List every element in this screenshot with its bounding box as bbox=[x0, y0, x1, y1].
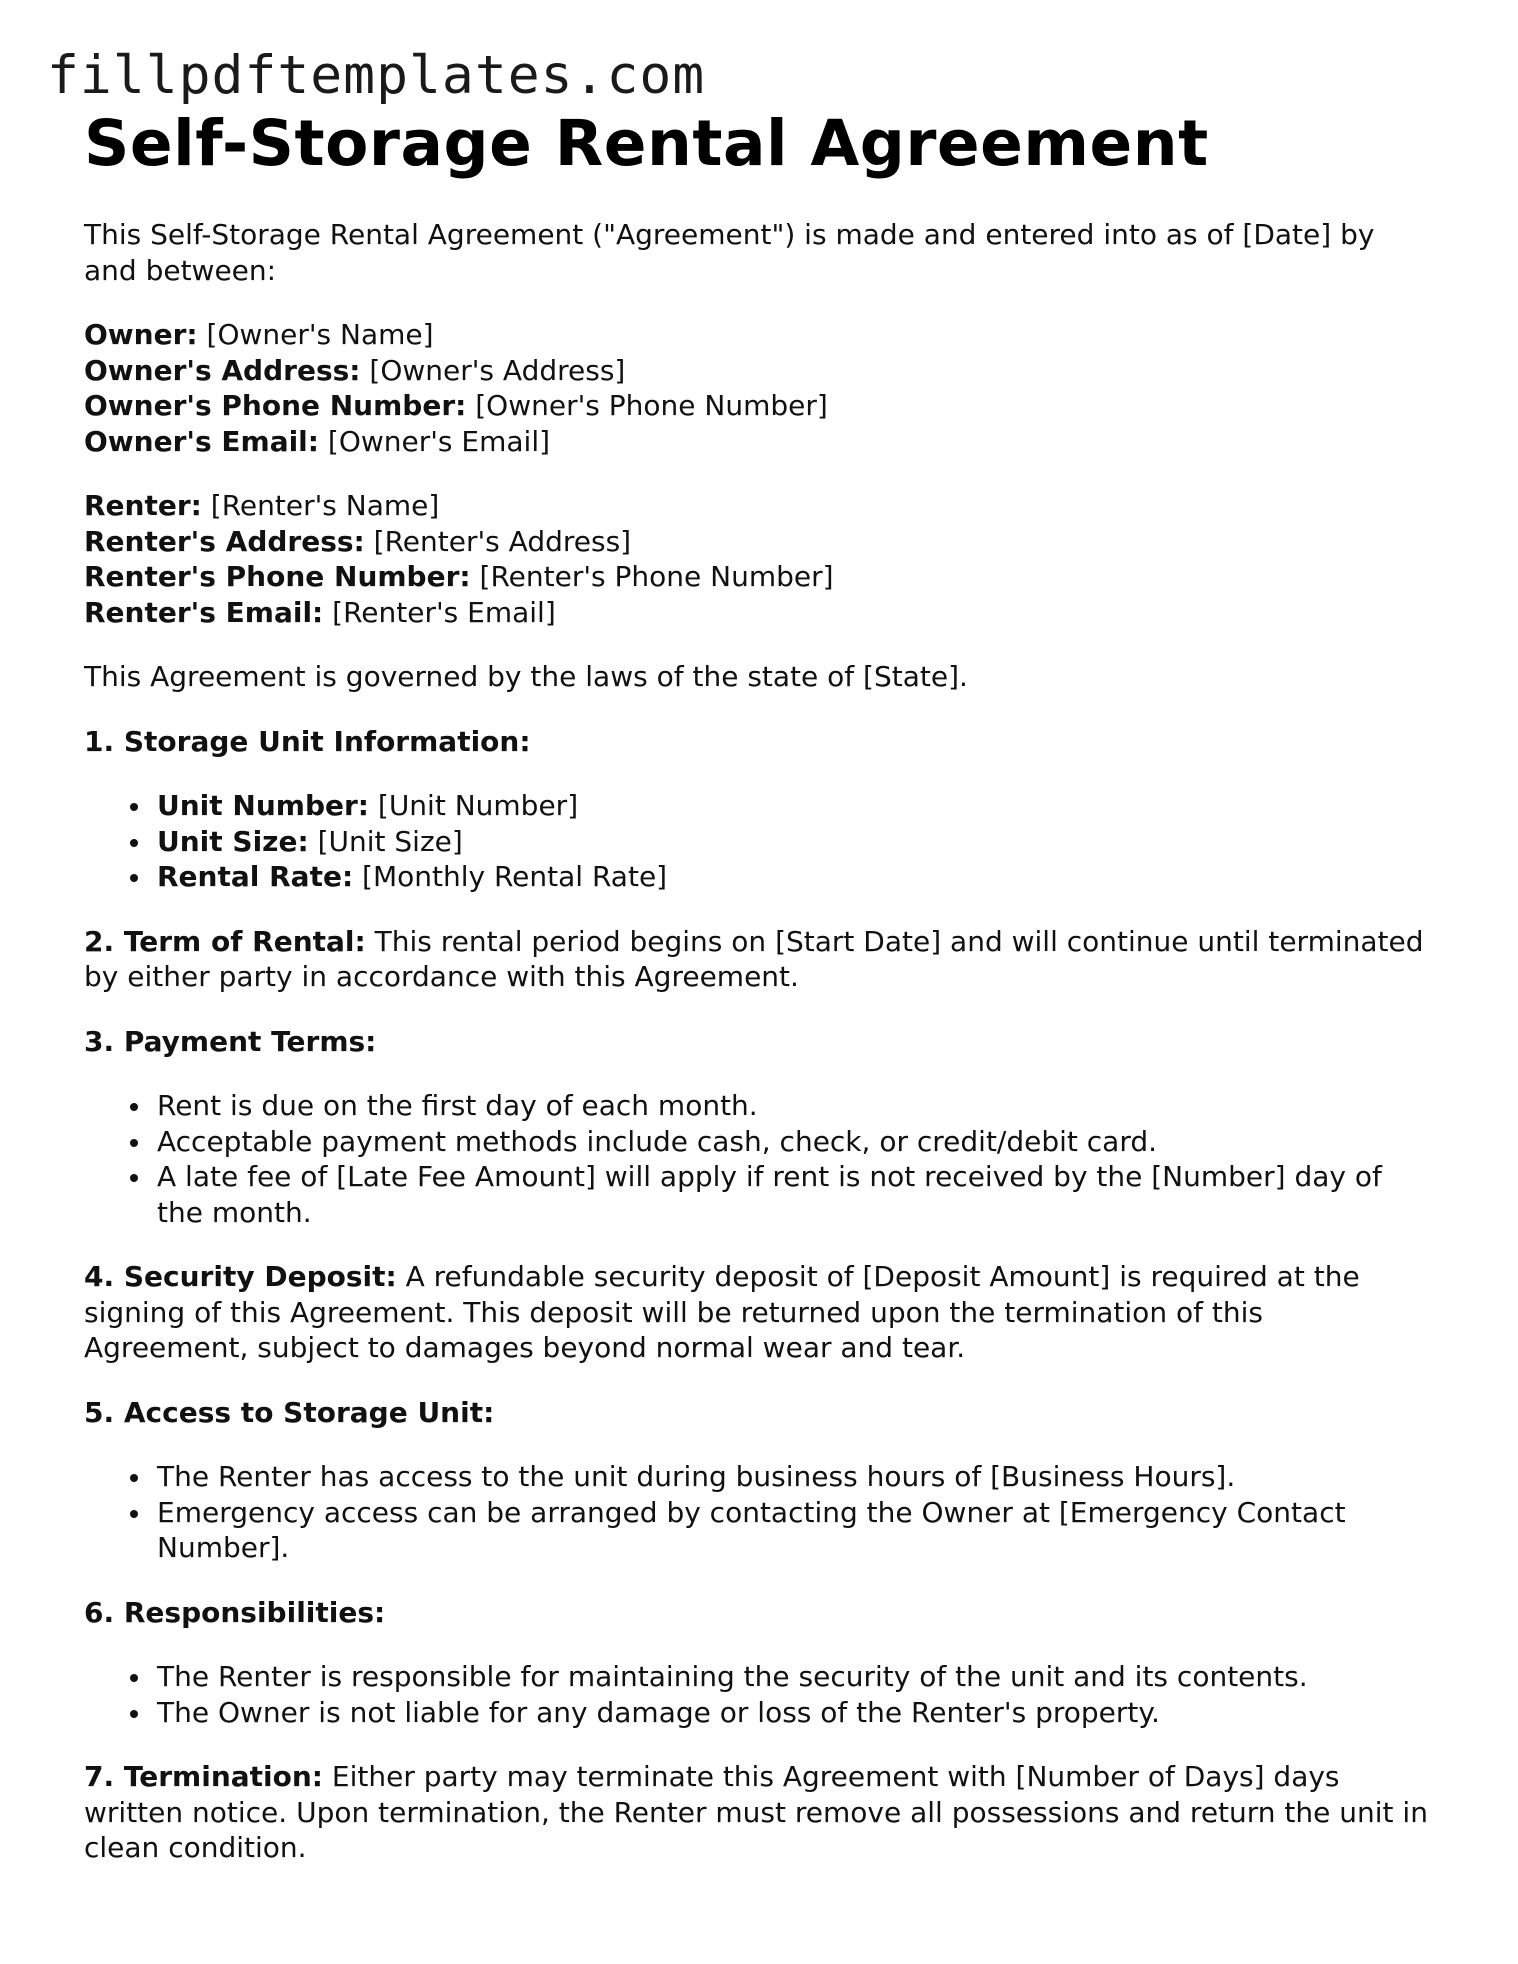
owner-email-value: [Owner's Email] bbox=[327, 424, 551, 458]
rental-rate-value: [Monthly Rental Rate] bbox=[362, 860, 668, 893]
owner-name-value: [Owner's Name] bbox=[206, 318, 434, 351]
section-7 bbox=[84, 1759, 1434, 1866]
list-item: The Renter is responsible for maintaining the security of the unit and its contents. bbox=[157, 1659, 1434, 1695]
intro-paragraph: This Self-Storage Rental Agreement ("Agreement") is made and entered into as of [Date] by and between: bbox=[84, 218, 1375, 287]
section-6-heading: 6. Responsibilities: bbox=[84, 1595, 386, 1629]
watermark-text: fillpdftemplates.com bbox=[47, 45, 706, 106]
list-item: The Owner is not liable for any damage or loss of the Renter's property. bbox=[157, 1695, 1434, 1731]
section-7-text: Either party may terminate this Agreement with [Number of Days] days written notice. Upon termination, the Renter must remove all possessions and return the unit in clean condition. bbox=[84, 1760, 1428, 1864]
renter-details bbox=[84, 488, 1434, 630]
renter-email-value: [Renter's Email] bbox=[332, 595, 556, 629]
renter-name-value: [Renter's Name] bbox=[210, 489, 440, 522]
section-7-heading: 7. Termination: bbox=[84, 1760, 323, 1793]
section-5-list bbox=[84, 1459, 1434, 1566]
section-2-text: This rental period begins on [Start Date] and will continue until terminated by either party in accordance with this Agreement. bbox=[84, 924, 1424, 993]
renter-phone-value: [Renter's Phone Number] bbox=[479, 560, 834, 593]
renter-email-label: Renter's Email: bbox=[84, 595, 324, 629]
owner-phone-label: Owner's Phone Number: bbox=[84, 389, 467, 422]
section-6-list bbox=[84, 1659, 1434, 1730]
owner-details bbox=[84, 317, 1434, 459]
section-5-heading: 5. Access to Storage Unit: bbox=[84, 1395, 495, 1429]
list-item: Emergency access can be arranged by contacting the Owner at [Emergency Contact Number]. bbox=[157, 1495, 1434, 1566]
governing-law: This Agreement is governed by the laws of the state of [State]. bbox=[84, 660, 968, 693]
section-3-list bbox=[84, 1088, 1434, 1230]
section-1-heading: 1. Storage Unit Information: bbox=[84, 724, 531, 758]
unit-number-label: Unit Number: bbox=[157, 789, 369, 822]
section-4 bbox=[84, 1259, 1434, 1366]
section-1-list bbox=[84, 788, 1434, 895]
list-item: Acceptable payment methods include cash, check, or credit/debit card. bbox=[157, 1124, 1434, 1160]
unit-size-value: [Unit Size] bbox=[317, 824, 463, 858]
list-item: The Renter has access to the unit during business hours of [Business Hours]. bbox=[157, 1459, 1434, 1495]
document-title: Self-Storage Rental Agreement bbox=[84, 107, 1209, 180]
renter-name-label: Renter: bbox=[84, 489, 202, 522]
section-4-heading: 4. Security Deposit: bbox=[84, 1260, 397, 1293]
owner-address-label: Owner's Address: bbox=[84, 353, 361, 387]
list-item bbox=[157, 788, 1434, 824]
list-item: A late fee of [Late Fee Amount] will apply if rent is not received by the [Number] day of the month. bbox=[157, 1159, 1434, 1230]
renter-address-value: [Renter's Address] bbox=[373, 524, 632, 558]
section-2 bbox=[84, 924, 1434, 995]
list-item bbox=[157, 859, 1434, 895]
list-item bbox=[157, 824, 1434, 860]
unit-size-label: Unit Size: bbox=[157, 824, 309, 858]
owner-email-label: Owner's Email: bbox=[84, 424, 319, 458]
owner-phone-value: [Owner's Phone Number] bbox=[475, 389, 828, 422]
document-body bbox=[84, 104, 1434, 1866]
renter-address-label: Renter's Address: bbox=[84, 524, 365, 558]
rental-rate-label: Rental Rate: bbox=[157, 860, 354, 893]
unit-number-value: [Unit Number] bbox=[377, 789, 579, 822]
section-4-text: A refundable security deposit of [Deposit Amount] is required at the signing of this Agreement. This deposit will be returned upon the termination of this Agreement, subject to damages beyond normal wear and tear. bbox=[84, 1260, 1360, 1364]
list-item: Rent is due on the first day of each month. bbox=[157, 1088, 1434, 1124]
section-3-heading: 3. Payment Terms: bbox=[84, 1024, 377, 1058]
owner-name-label: Owner: bbox=[84, 318, 198, 351]
section-2-heading: 2. Term of Rental: bbox=[84, 924, 366, 958]
renter-phone-label: Renter's Phone Number: bbox=[84, 560, 471, 593]
owner-address-value: [Owner's Address] bbox=[369, 353, 626, 387]
